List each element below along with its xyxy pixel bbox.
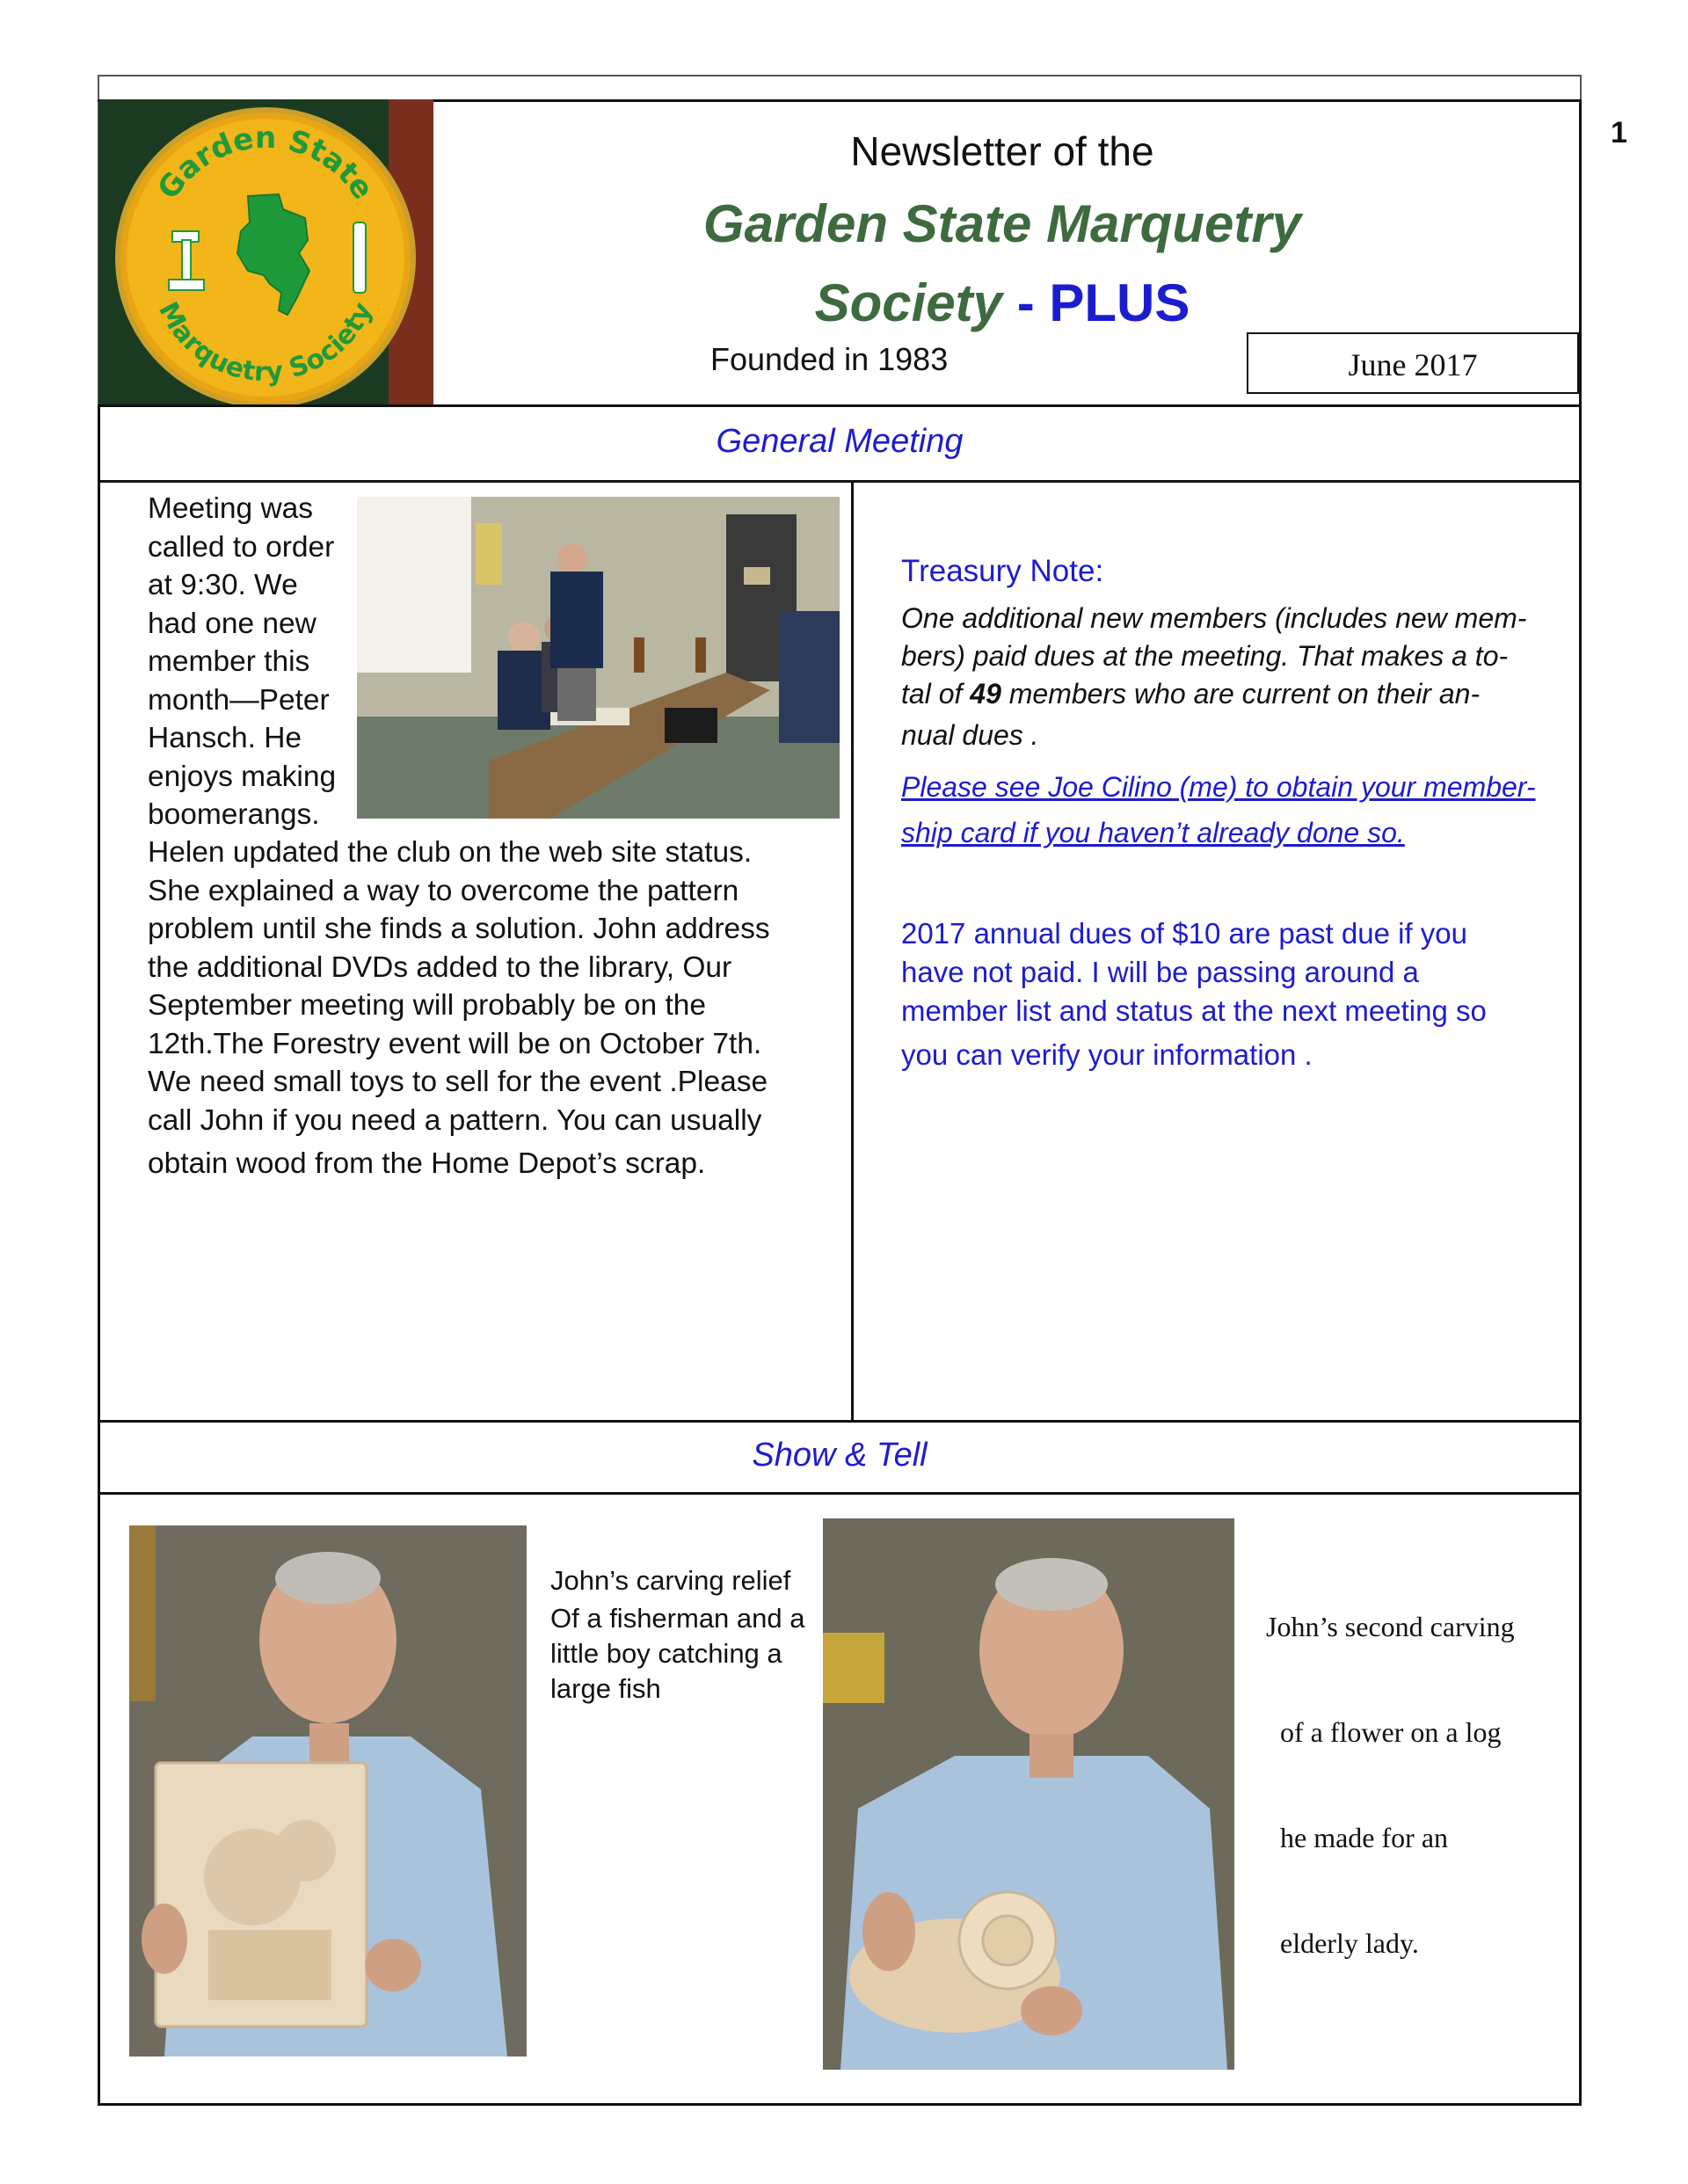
meeting-line: at 9:30. We [148,569,298,601]
meeting-line: Hansch. He [148,722,302,754]
patch-icon [98,99,433,405]
meeting-line: problem until she finds a solution. John address [148,913,770,945]
show-and-tell-heading: Show & Tell [752,1437,928,1474]
membership-card-link[interactable] [901,764,1569,855]
meeting-scene-image [357,497,840,819]
flower-carving-photo [823,1518,1234,2070]
carving-relief-image [129,1525,527,2057]
meeting-line: boomerangs. [148,798,320,831]
left-rule [98,404,100,2106]
dues-line: you can verify your information . [901,1038,1313,1071]
meeting-line: obtain wood from the Home Depot’s scrap. [148,1147,706,1180]
newsletter-label: Newsletter of the [850,128,1154,174]
founded-text: Founded in 1983 [710,341,949,377]
fisherman-carving-photo [129,1525,527,2057]
meeting-line: had one new [148,607,316,640]
link-line[interactable]: ship card if you haven’t already done so. [901,817,1405,848]
meeting-line: the additional DVDs added to the library, Our [148,950,732,984]
dues-line: have not paid. I will be passing around a [901,956,1419,988]
meeting-line: Meeting was [148,492,314,525]
society-title [440,185,1565,343]
caption-line: of a flower on a log [1266,1716,1502,1748]
meeting-text-full [148,834,842,1183]
meeting-line: We need small toys to sell for the event .Please [148,1066,768,1098]
caption-line: Of a fisherman and a [550,1603,805,1634]
dues-notice [901,914,1569,1074]
right-rule [1579,404,1582,2106]
meeting-line: enjoys making [148,760,337,793]
meeting-photo [357,497,840,819]
title-line-2 [440,264,1565,343]
caption-line: little boy catching a [550,1638,782,1669]
divider [98,404,1582,407]
treasury-line: bers) paid dues at the meeting. That makes a to- [901,640,1509,672]
general-meeting-heading: General Meeting [716,423,964,460]
meeting-line: She explained a way to overcome the pattern [148,874,739,907]
column-divider [851,480,854,1423]
caption-flower [1266,1539,1565,1996]
member-count: 49 [970,678,1001,710]
dues-line: member list and status at the next meeting so [901,994,1487,1027]
page-number: 1 [1611,116,1627,149]
meeting-line: 12th.The Forestry event will be on October 7th. [148,1027,762,1060]
meeting-line: called to order [148,530,335,564]
title-plus: PLUS [1049,273,1190,332]
meeting-line: Helen updated the club on the web site status. [148,836,753,869]
flower-log-image [823,1518,1234,2070]
bottom-rule [98,2103,1582,2106]
society-logo-patch [98,99,433,405]
treasury-note [901,600,1569,754]
caption-fisherman [550,1563,840,1707]
divider [98,1420,1582,1423]
meeting-line: call John if you need a pattern. You can usually [148,1103,762,1137]
caption-line: John’s second carving [1266,1611,1515,1642]
issue-date: June 2017 [1247,332,1579,394]
logo-bottom-text: Marquetry Society [151,296,379,389]
caption-line: he made for an [1266,1822,1449,1853]
title-dash: - [1002,273,1050,332]
dues-line: 2017 annual dues of $10 are past due if you [901,917,1467,950]
treasury-line: One additional new members (includes new mem- [901,602,1527,634]
meeting-line: member this [148,645,310,678]
divider [98,1492,1582,1495]
link-line[interactable]: Please see Joe Cilino (me) to obtain your member- [901,771,1536,803]
title-line-1: Garden State Marquetry [702,194,1302,253]
caption-line: John’s carving relief [550,1565,791,1596]
divider [98,480,1582,483]
logo-top-text: Garden State [150,120,381,207]
caption-line: large fish [550,1673,661,1704]
meeting-line: September meeting will probably be on the [148,989,707,1022]
caption-line: elderly lady. [1266,1927,1419,1959]
treasury-heading: Treasury Note: [901,554,1104,588]
treasury-line: nual dues . [901,719,1039,751]
meeting-text-wrapped [148,490,359,834]
title-society: Society [814,273,1003,332]
meeting-line: month—Peter [148,683,330,717]
treasury-line: tal of 49 members who are current on their an- [901,678,1481,710]
